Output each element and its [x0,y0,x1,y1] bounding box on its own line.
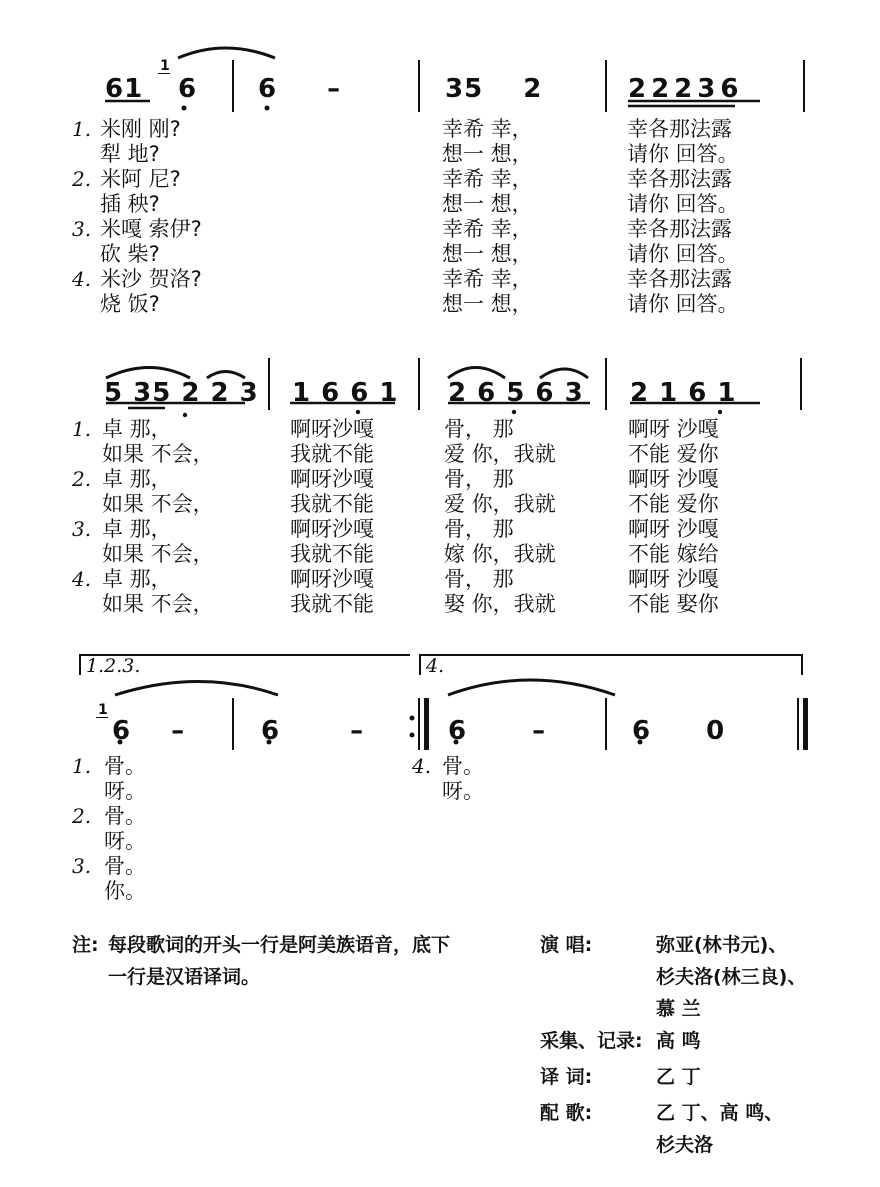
s2-measure-1-notes: 5 35 2 2 3 [104,378,259,408]
credit-value-singer-2: 杉夫洛(林三良)、 [656,966,807,988]
measure-4-notes: 22236 [628,74,744,104]
credit-label-translate: 译 词: [540,1066,593,1088]
measure-2-notes: 6 – [258,74,342,104]
credit-label-arrange: 配 歌: [540,1102,593,1124]
credit-value-translate: 乙 丁 [656,1066,701,1088]
credit-label-singer: 演 唱: [540,934,593,956]
measure-1-notes: 61 [105,74,144,104]
measure-1-tail: 6 [178,74,198,104]
s2-measure-2-notes: 1 6 6 1 [292,378,399,408]
note-line-2: 一行是汉语译词。 [108,966,261,988]
credit-value-collect: 高 鸣 [656,1030,701,1052]
credit-value-singer-3: 慕 兰 [656,998,701,1020]
ending-2-label: 4. [426,655,445,677]
credit-label-collect: 采集、记录: [540,1030,643,1052]
s2-measure-4-notes: 2 1 6 1 [630,378,737,408]
credit-value-singer-1: 弥亚(林书元)、 [656,934,788,956]
system-3-lyrics-right: 4. 骨。 呀。 [412,754,484,803]
note-label: 注: [72,934,99,956]
system-1-lyrics: 1. 米刚 刚? 幸希 幸， 幸各那法露 犁 地? 想一 想， 请你 回答。 2. 米阿 尼? 幸希 幸， 幸各那法露 插 秧? 想一 想， 请你 回答。 3. 米嘎 索伊? 幸希 幸， 幸各那法露 砍 柴? 想一 想， 请你 回答。 4. 米沙 贺洛? 幸希 幸， 幸各那法露 烧 饭? 想一 想， 请你 回答。 [72,117,739,316]
measure-3-notes: 35 2 [445,74,543,104]
s3-grace-note: 1 [98,702,109,718]
s3-measure-2-notes: 6 – [261,716,365,746]
s3-measure-1-notes: 6 – [112,716,186,746]
credit-value-arrange-2: 杉夫洛 [656,1134,714,1156]
s3-measure-3-notes: 6 – [448,716,547,746]
s2-measure-3-notes: 2 6 5 6 3 [448,378,584,408]
s3-measure-4-notes: 6 0 [632,716,726,746]
credit-value-arrange-1: 乙 丁、高 鸣、 [656,1102,784,1124]
system-2-lyrics: 1. 卓 那， 啊呀沙嘎 骨， 那 啊呀 沙嘎 如果 不会， 我就不能 爱 你，我就 不能 爱你 2. 卓 那， 啊呀沙嘎 骨， 那 啊呀 沙嘎 如果 不会， 我就不能 爱 你，我就 不能 爱你 3. 卓 那， 啊呀沙嘎 骨， 那 啊呀 沙嘎 如果 不会， 我就不能 嫁 你，我就 不能 嫁给 4. 卓 那， 啊呀沙嘎 骨， 那 啊呀 沙嘎 如果 不会， 我就不能 娶 你，我就 不能 娶你 [72,417,719,616]
ending-1-label: 1.2.3. [86,655,141,677]
note-line-1: 每段歌词的开头一行是阿美族语音，底下 [108,934,451,956]
grace-note: 1 [160,58,171,74]
system-3-lyrics-left: 1. 骨。 呀。 2. 骨。 呀。 3. 骨。 你。 [72,754,146,903]
